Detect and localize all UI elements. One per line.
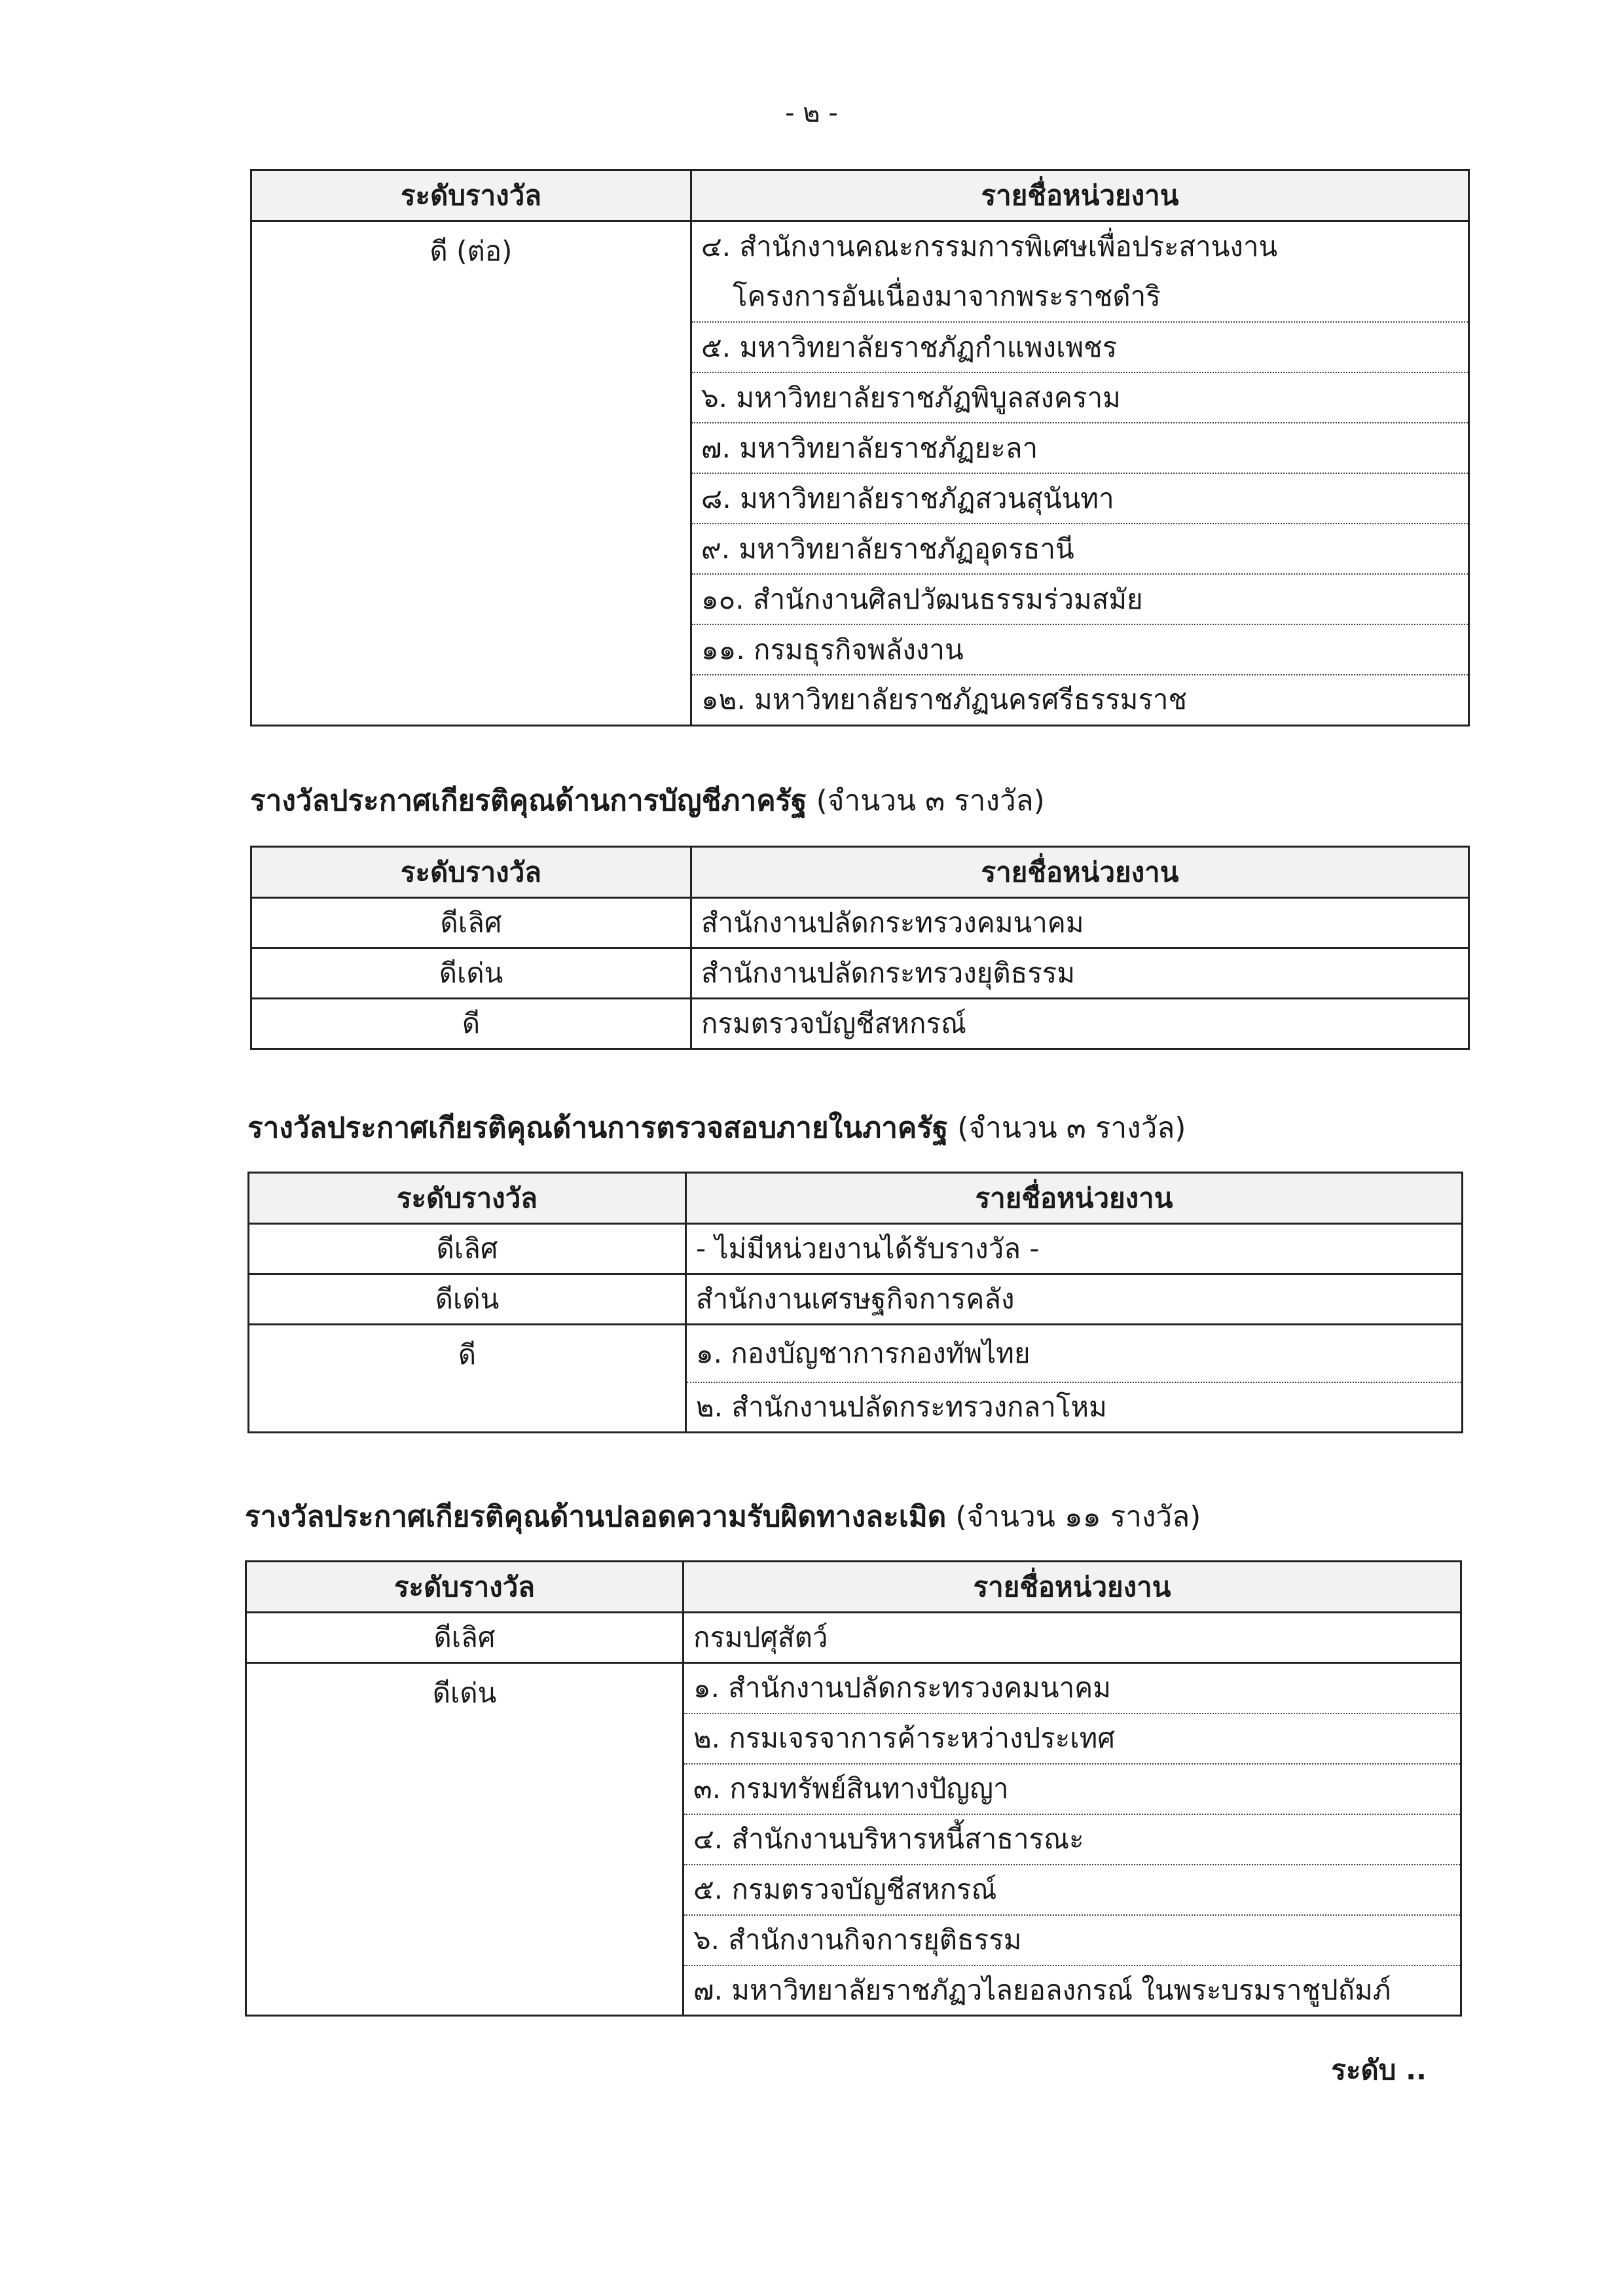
agency-cell: ๒. สำนักงานปลัดกระทรวงกลาโหม xyxy=(686,1382,1463,1433)
agency-cell: ๑๑. กรมธุรกิจพลังงาน xyxy=(691,624,1469,675)
table-row xyxy=(249,1224,1463,1274)
agency-cell: กรมปศุสัตว์ xyxy=(684,1613,1461,1663)
header-level: ระดับรางวัล xyxy=(251,170,691,221)
section-count: (จำนวน ๓ รางวัล) xyxy=(807,784,1045,817)
table-header-row xyxy=(249,1173,1463,1224)
table-row xyxy=(251,999,1469,1049)
agency-cell: - ไม่มีหน่วยงานได้รับรางวัล - xyxy=(686,1224,1463,1274)
agency-cell xyxy=(691,221,1469,323)
agency-cell: ๑๐. สำนักงานศิลปวัฒนธรรมร่วมสมัย xyxy=(691,574,1469,624)
agency-cell: ๗. มหาวิทยาลัยราชภัฏวไลยอลงกรณ์ ในพระบรมราชูปถัมภ์ xyxy=(684,1965,1461,2016)
table-header-row xyxy=(251,170,1469,221)
continuation-marker: ระดับ .. xyxy=(1331,2054,1427,2086)
header-agency: รายชื่อหน่วยงาน xyxy=(684,1562,1461,1613)
table-row xyxy=(251,221,1469,323)
agency-cell: ๖. สำนักงานกิจการยุติธรรม xyxy=(684,1915,1461,1965)
award-table-accounting xyxy=(250,846,1470,1050)
header-level: ระดับรางวัล xyxy=(251,847,691,898)
agency-cell: ๒. กรมเจรจาการค้าระหว่างประเทศ xyxy=(684,1713,1461,1764)
agency-line: ๔. สำนักงานคณะกรรมการพิเศษเพื่อประสานงาน xyxy=(701,230,1278,262)
table-row xyxy=(246,1663,1461,1713)
agency-cell: ๑. สำนักงานปลัดกระทรวงคมนาคม xyxy=(684,1663,1461,1713)
agency-cell: ๗. มหาวิทยาลัยราชภัฏยะลา xyxy=(691,423,1469,473)
header-agency: รายชื่อหน่วยงาน xyxy=(691,847,1469,898)
award-level: ดีเด่น xyxy=(246,1663,684,2016)
award-level: ดี xyxy=(251,999,691,1049)
agency-cell: กรมตรวจบัญชีสหกรณ์ xyxy=(691,999,1469,1049)
agency-cell: ๘. มหาวิทยาลัยราชภัฏสวนสุนันทา xyxy=(691,473,1469,524)
section-title: รางวัลประกาศเกียรติคุณด้านการตรวจสอบภายในภาครัฐ xyxy=(247,1111,949,1145)
section-title: รางวัลประกาศเกียรติคุณด้านปลอดความรับผิดทางละเมิด xyxy=(245,1500,947,1534)
agency-cell: สำนักงานปลัดกระทรวงคมนาคม xyxy=(691,898,1469,948)
table-row xyxy=(249,1274,1463,1325)
agency-cell: ๔. สำนักงานบริหารหนี้สาธารณะ xyxy=(684,1814,1461,1865)
award-level: ดีเด่น xyxy=(251,948,691,999)
header-agency: รายชื่อหน่วยงาน xyxy=(686,1173,1463,1224)
award-level: ดีเลิศ xyxy=(249,1224,686,1274)
section-heading-tort-liability xyxy=(245,1494,1201,1539)
agency-cell: สำนักงานเศรษฐกิจการคลัง xyxy=(686,1274,1463,1325)
agency-line-continued: โครงการอันเนื่องมาจากพระราชดำริ xyxy=(733,280,1161,312)
section-count: (จำนวน ๑๑ รางวัล) xyxy=(946,1500,1201,1534)
award-table-internal-audit xyxy=(247,1172,1463,1433)
award-level: ดีเลิศ xyxy=(251,898,691,948)
table-row xyxy=(246,1613,1461,1663)
agency-cell: ๖. มหาวิทยาลัยราชภัฏพิบูลสงคราม xyxy=(691,372,1469,423)
section-heading-internal-audit xyxy=(247,1105,1186,1151)
award-table-tort-liability xyxy=(245,1560,1462,2017)
table-row xyxy=(249,1325,1463,1382)
award-table-continued xyxy=(250,169,1470,726)
agency-cell: ๑. กองบัญชาการกองทัพไทย xyxy=(686,1325,1463,1382)
header-level: ระดับรางวัล xyxy=(249,1173,686,1224)
header-level: ระดับรางวัล xyxy=(246,1562,684,1613)
agency-cell: สำนักงานปลัดกระทรวงยุติธรรม xyxy=(691,948,1469,999)
section-title: รางวัลประกาศเกียรติคุณด้านการบัญชีภาครัฐ xyxy=(250,784,807,817)
page-number: - ๒ - xyxy=(785,98,838,128)
award-level: ดีเด่น xyxy=(249,1274,686,1325)
agency-line xyxy=(701,272,1459,321)
table-header-row xyxy=(246,1562,1461,1613)
table-row xyxy=(251,898,1469,948)
award-level: ดี (ต่อ) xyxy=(251,221,691,726)
section-heading-accounting xyxy=(250,778,1045,823)
table-header-row xyxy=(251,847,1469,898)
agency-cell: ๑๒. มหาวิทยาลัยราชภัฏนครศรีธรรมราช xyxy=(691,675,1469,725)
award-level: ดีเลิศ xyxy=(246,1613,684,1663)
agency-cell: ๕. กรมตรวจบัญชีสหกรณ์ xyxy=(684,1865,1461,1915)
agency-cell: ๕. มหาวิทยาลัยราชภัฏกำแพงเพชร xyxy=(691,322,1469,372)
section-count: (จำนวน ๓ รางวัล) xyxy=(948,1111,1186,1145)
agency-cell: ๙. มหาวิทยาลัยราชภัฏอุดรธานี xyxy=(691,524,1469,574)
header-agency: รายชื่อหน่วยงาน xyxy=(691,170,1469,221)
award-level: ดี xyxy=(249,1325,686,1433)
table-row xyxy=(251,948,1469,999)
agency-cell: ๓. กรมทรัพย์สินทางปัญญา xyxy=(684,1764,1461,1814)
